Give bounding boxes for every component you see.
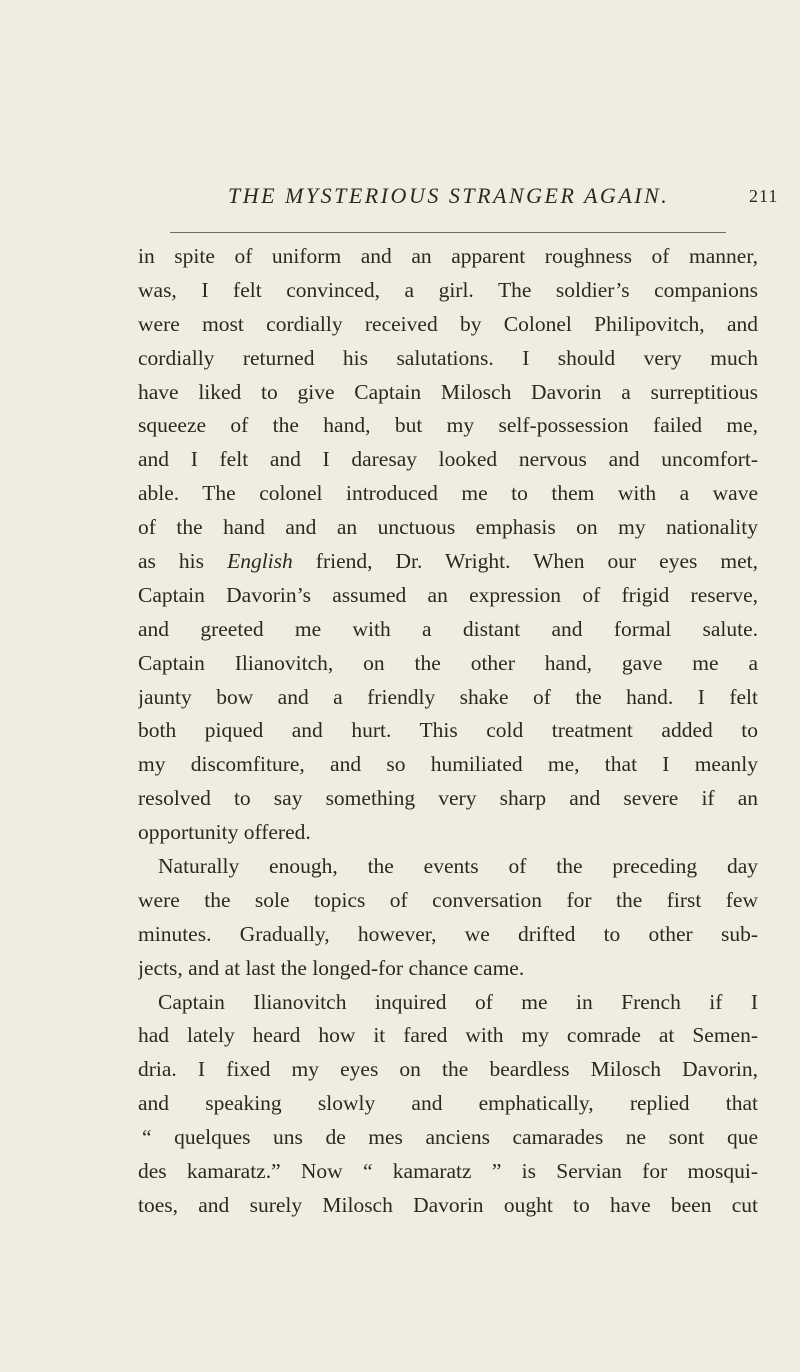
text-line: and greeted me with a distant and formal salute. — [138, 616, 758, 641]
text-line: squeeze of the hand, but my self-possession failed me, — [138, 413, 758, 438]
text-line: my discomfiture, and so humiliated me, that I meanly — [138, 752, 758, 777]
text-line: “ quelques uns de mes anciens camarades ne sont que — [142, 1125, 758, 1150]
running-header — [0, 183, 800, 213]
text-line: have liked to give Captain Milosch Davorin a surreptitious — [138, 379, 758, 404]
text-line: were the sole topics of conversation for the first few — [138, 887, 758, 912]
text-line: cordially returned his salutations. I should very much — [138, 345, 758, 370]
page-number: 211 — [749, 186, 779, 206]
text-line: as his English friend, Dr. Wright. When our eyes met, — [138, 549, 758, 574]
text-line: and speaking slowly and emphatically, replied that — [138, 1091, 758, 1116]
text-line: Captain Ilianovitch inquired of me in French if I — [158, 989, 758, 1014]
text-line: jaunty bow and a friendly shake of the hand. I felt — [138, 684, 758, 709]
text-line: and I felt and I daresay looked nervous and uncomfort- — [138, 447, 758, 472]
text-line: resolved to say something very sharp and severe if an — [138, 786, 758, 811]
text-line: both piqued and hurt. This cold treatment added to — [138, 718, 758, 743]
text-line: Captain Davorin’s assumed an expression of frigid reserve, — [138, 582, 758, 607]
text-line: Captain Ilianovitch, on the other hand, gave me a — [138, 650, 758, 675]
text-line: dria. I fixed my eyes on the beardless Milosch Davorin, — [138, 1057, 758, 1082]
text-line: des kamaratz.” Now “ kamaratz ” is Servian for mosqui- — [138, 1159, 758, 1184]
text-line: was, I felt convinced, a girl. The soldier’s companions — [138, 277, 758, 302]
text-line: had lately heard how it fared with my comrade at Semen- — [138, 1023, 758, 1048]
text-line: minutes. Gradually, however, we drifted to other sub- — [138, 921, 758, 946]
text-line: jects, and at last the longed-for chance came. — [138, 955, 525, 980]
header-rule — [170, 232, 726, 233]
text-line: of the hand and an unctuous emphasis on my nationality — [138, 515, 758, 540]
text-line: were most cordially received by Colonel Philipovitch, and — [138, 311, 758, 336]
text-line: in spite of uniform and an apparent roughness of manner, — [138, 244, 758, 268]
text-line: able. The colonel introduced me to them with a wave — [138, 481, 758, 506]
running-title: THE MYSTERIOUS STRANGER AGAIN. — [228, 183, 670, 208]
text-line: opportunity offered. — [138, 820, 311, 845]
italic-word: English — [227, 549, 293, 574]
text-line: toes, and surely Milosch Davorin ought to have been cut — [138, 1192, 758, 1217]
text-line: Naturally enough, the events of the preceding day — [158, 854, 758, 879]
body-text — [138, 240, 758, 1223]
